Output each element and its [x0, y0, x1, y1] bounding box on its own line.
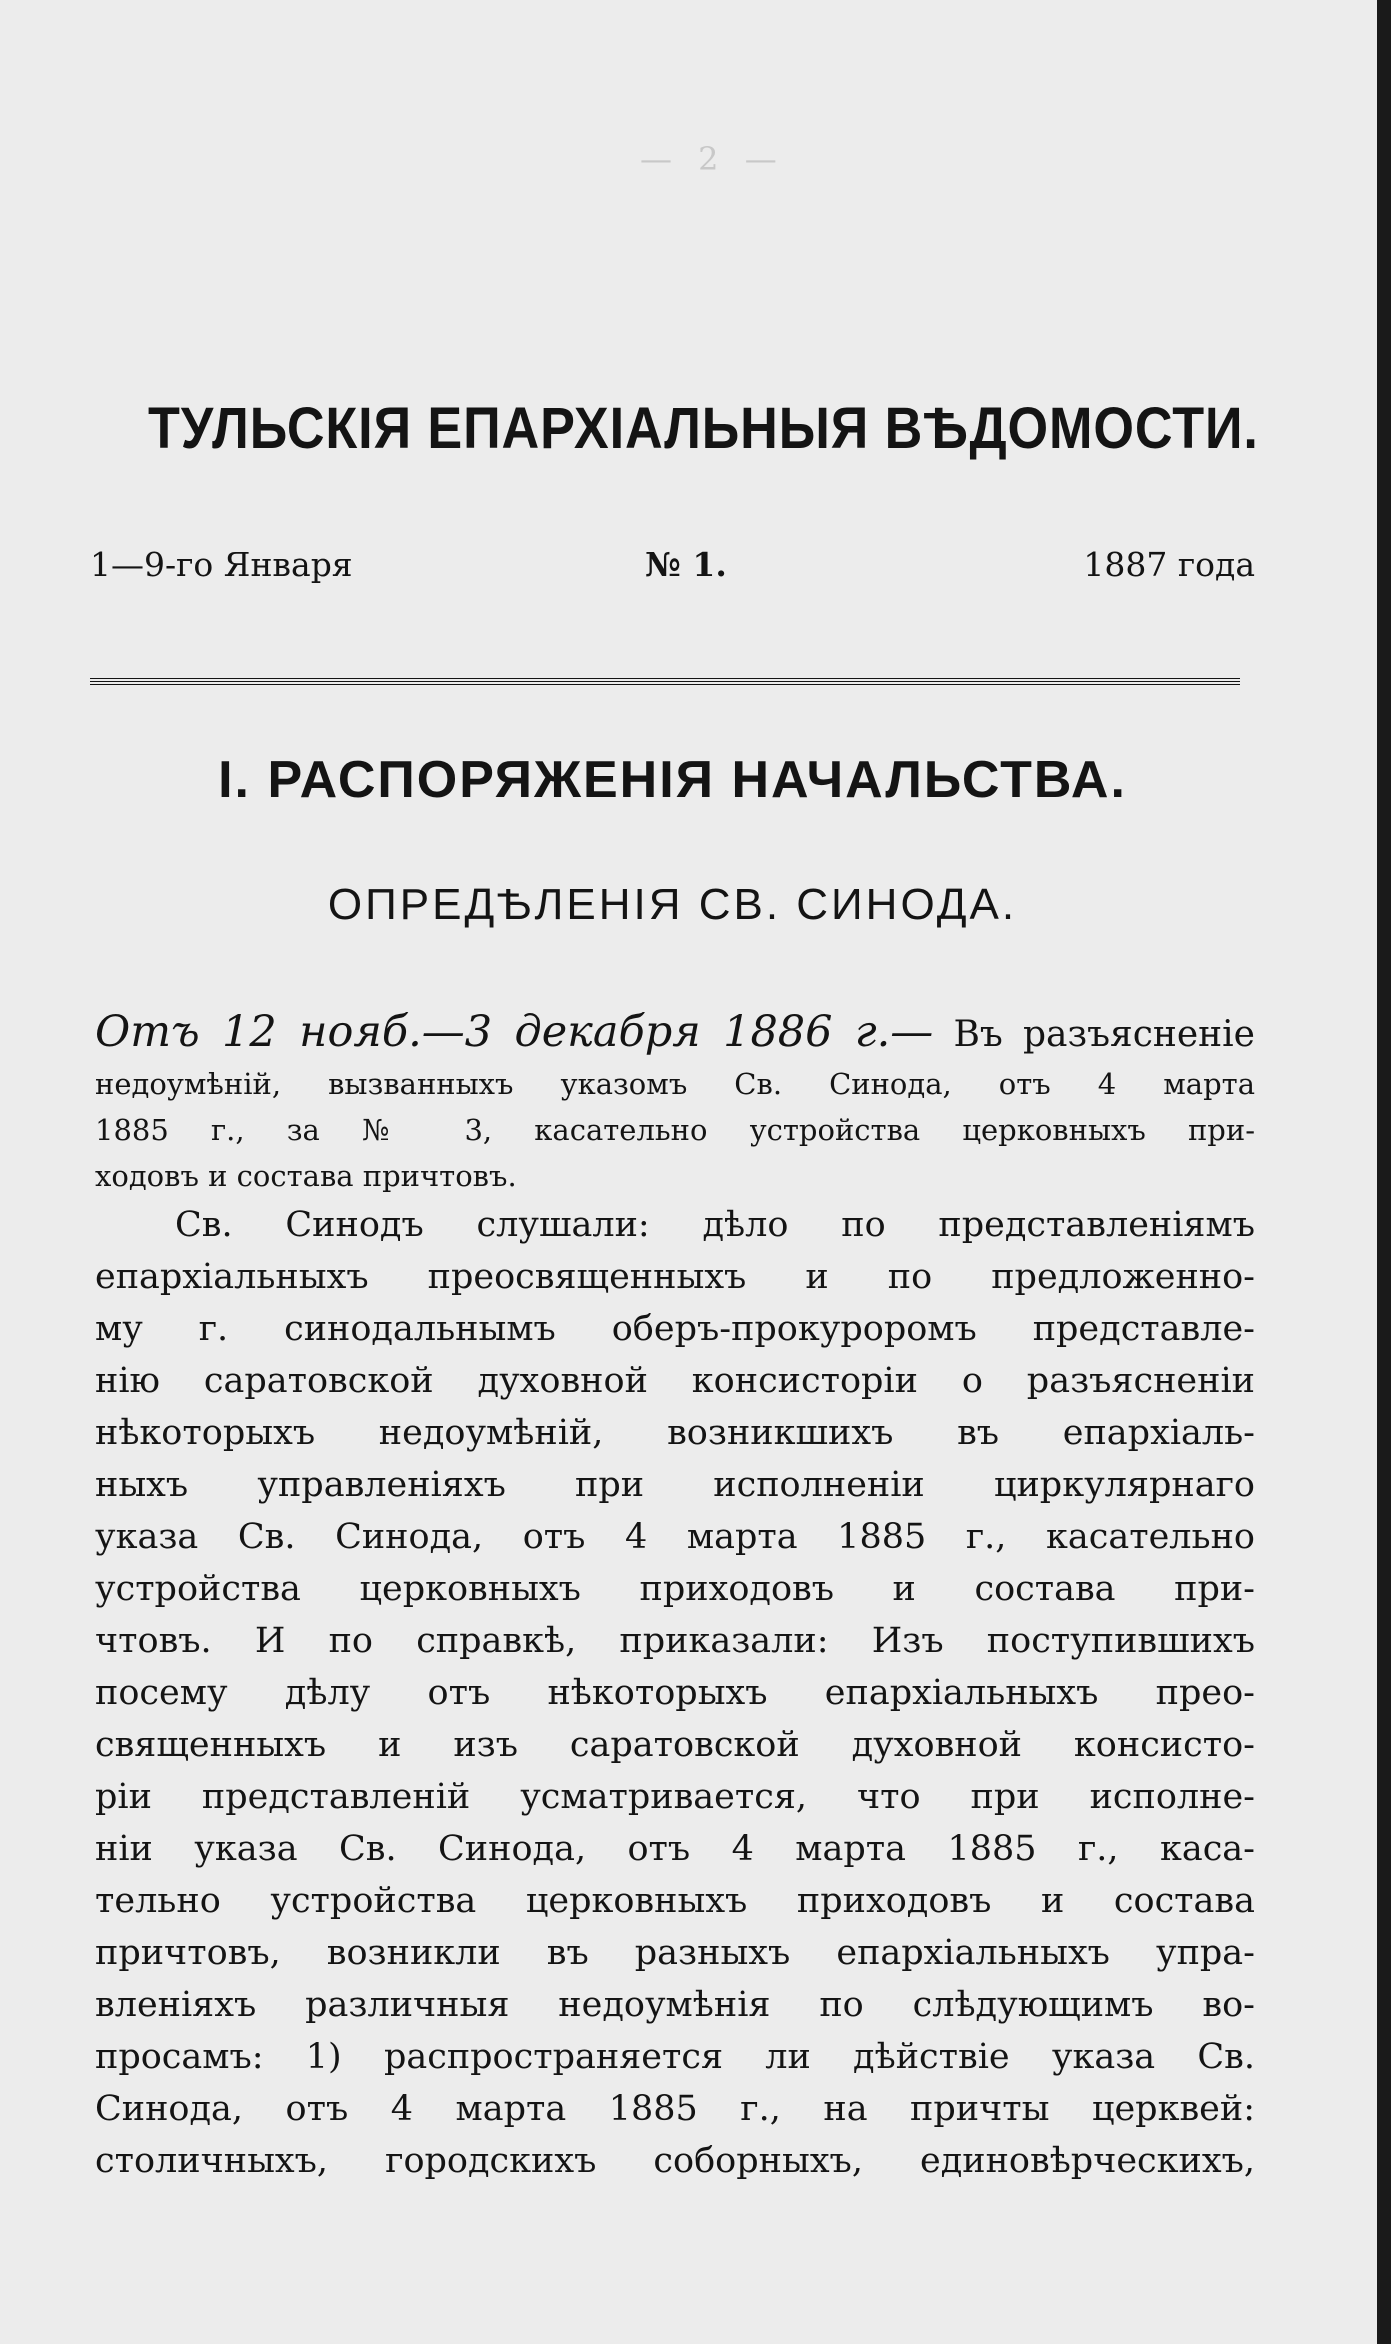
header-divider [90, 678, 1240, 685]
issue-date: 1—9-го Января [90, 545, 353, 584]
text-line: столичныхъ, городскихъ соборныхъ, единовѣрческихъ, [95, 2141, 1255, 2181]
text-line: недоумѣній, вызванныхъ указомъ Св. Синода, отъ 4 марта [95, 1067, 1255, 1101]
issue-year: 1887 года [1083, 545, 1255, 584]
text-line: чтовъ. И по справкѣ, приказали: Изъ поступившихъ [95, 1621, 1255, 1661]
text-line: священныхъ и изъ саратовской духовной консисто- [95, 1725, 1255, 1765]
issue-line [90, 545, 1255, 605]
text-line: епархіальныхъ преосвященныхъ и по предложенно- [95, 1257, 1255, 1297]
text-line: нію саратовской духовной консисторіи о разъясненіи [95, 1361, 1255, 1401]
masthead-title: ТУЛЬСКІЯ ЕПАРХІАЛЬНЫЯ ВѢДОМОСТИ. [148, 396, 1259, 461]
text-line: причтовъ, возникли въ разныхъ епархіальныхъ упра- [95, 1933, 1255, 1973]
text-line: тельно устройства церковныхъ приходовъ и состава [95, 1881, 1255, 1921]
article-lead-line [95, 1003, 1255, 1061]
section-heading: I. РАСПОРЯЖЕНІЯ НАЧАЛЬСТВА. [218, 751, 1127, 809]
text-line: указа Св. Синода, отъ 4 марта 1885 г., касательно [95, 1517, 1255, 1557]
text-line: посему дѣлу отъ нѣкоторыхъ епархіальныхъ прео- [95, 1673, 1255, 1713]
article-body [95, 1003, 1255, 2187]
page-scan-edge [1377, 0, 1391, 2344]
issue-number: № 1. [645, 545, 727, 584]
text-line: устройства церковныхъ приходовъ и состава при- [95, 1569, 1255, 1609]
article-date-italic: Отъ 12 нояб.—3 декабря 1886 г.— [95, 1007, 934, 1057]
text-line: нѣкоторыхъ недоумѣній, возникшихъ въ епархіаль- [95, 1413, 1255, 1453]
text-line: Синода, отъ 4 марта 1885 г., на причты церквей: [95, 2089, 1255, 2129]
text-line: ніи указа Св. Синода, отъ 4 марта 1885 г., каса- [95, 1829, 1255, 1869]
text-line: му г. синодальнымъ оберъ-прокуроромъ представле- [95, 1309, 1255, 1349]
text-line: вленіяхъ различныя недоумѣнія по слѣдующимъ во- [95, 1985, 1255, 2025]
text-line: ходовъ и состава причтовъ. [95, 1159, 517, 1193]
page-number-marker: — 2 — [640, 140, 785, 178]
article-lead-rest: Въ разъясненіе [953, 1014, 1255, 1055]
text-line: ныхъ управленіяхъ при исполненіи циркулярнаго [95, 1465, 1255, 1505]
section-subheading: ОПРЕДѢЛЕНІЯ СВ. СИНОДА. [327, 880, 1018, 929]
text-line: просамъ: 1) распространяется ли дѣйствіе указа Св. [95, 2037, 1255, 2077]
text-line: ріи представленій усматривается, что при исполне- [95, 1777, 1255, 1817]
text-line: Св. Синодъ слушали: дѣло по представленіямъ [175, 1205, 1255, 1245]
text-line: 1885 г., за № 3, касательно устройства церковныхъ при- [95, 1113, 1255, 1147]
